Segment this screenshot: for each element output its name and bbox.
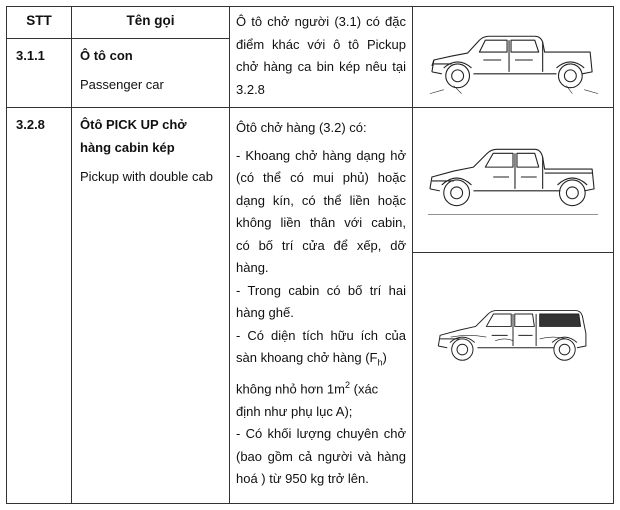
- image-divider: [412, 252, 614, 253]
- area-tail: (xác: [350, 381, 379, 397]
- desc-line: không nhỏ hơn $1m^2$ (xác: [236, 380, 379, 397]
- desc-line: - Khoang chở hàng dạng hở: [236, 147, 406, 163]
- desc-line: [236, 347, 406, 374]
- header-stt: STT: [26, 13, 52, 28]
- col-divider-name: [229, 6, 230, 504]
- col-divider-desc: [412, 6, 413, 504]
- desc-line: (bao gồm cả người và hàng: [236, 448, 406, 464]
- table-border-right: [613, 6, 614, 504]
- crew-cab-pickup-illustration-icon: [424, 20, 602, 100]
- desc-segment: sàn khoang chở hàng $(F_h)$: [236, 350, 387, 368]
- desc-line: không liền thân với cabin,: [236, 215, 406, 230]
- area-subscript: h: [377, 357, 383, 368]
- header-name: Tên gọi: [126, 13, 175, 28]
- table-border-bottom: [6, 503, 614, 504]
- desc-line: 3.2.8: [236, 81, 265, 97]
- desc-line: Ô tô chở người (3.1) có đặc: [236, 14, 406, 29]
- desc-line: (có thể có mui phủ) hoặc: [236, 170, 406, 185]
- desc-line: định như phụ lục A);: [236, 403, 353, 419]
- row-1-name-vi: Ô tô con: [80, 48, 133, 63]
- desc-line: hàng.: [236, 260, 269, 275]
- open-bed-pickup-illustration-icon: [424, 132, 602, 224]
- name-line: hàng cabin kép: [80, 139, 175, 155]
- area-superscript: 2: [345, 380, 351, 391]
- row-1-stt: 3.1.1: [16, 48, 45, 63]
- area-close: ): [382, 350, 387, 365]
- header-divider: [6, 38, 229, 39]
- desc-line: dạng kín, có thể liền hoặc: [236, 192, 406, 208]
- row-2-stt: 3.2.8: [16, 117, 45, 132]
- row-1-name-en: Passenger car: [80, 77, 164, 92]
- desc-line: - Có khối lượng chuyên chở: [236, 426, 406, 442]
- row-2-description: [236, 117, 406, 491]
- table-border-top: [6, 6, 614, 7]
- desc-line: Ôtô chở hàng (3.2) có:: [236, 120, 367, 135]
- name-line: Ôtô PICK UP chở: [80, 117, 187, 132]
- canopy-pickup-illustration-icon: [424, 298, 602, 378]
- desc-line: điểm khác với ô tô Pickup: [236, 36, 406, 52]
- col-divider-stt: [71, 6, 72, 504]
- desc-line: - Trong cabin có bố trí hai: [236, 282, 406, 298]
- desc-line: - Có diện tích hữu ích của: [236, 327, 406, 343]
- desc-line: chở hàng ca bin kép nêu tại: [236, 59, 406, 74]
- row-2-name-en: Pickup with double cab: [80, 169, 213, 184]
- desc-line: hoá ) từ 950 kg trở lên.: [236, 471, 369, 487]
- desc-line: hàng ghế.: [236, 305, 294, 320]
- row-1-description: [236, 11, 406, 101]
- desc-line: có bố trí cửa để xếp, dỡ: [236, 237, 406, 253]
- row-divider: [6, 107, 614, 108]
- table-border-left: [6, 6, 7, 504]
- row-2-name-vi: [80, 114, 187, 159]
